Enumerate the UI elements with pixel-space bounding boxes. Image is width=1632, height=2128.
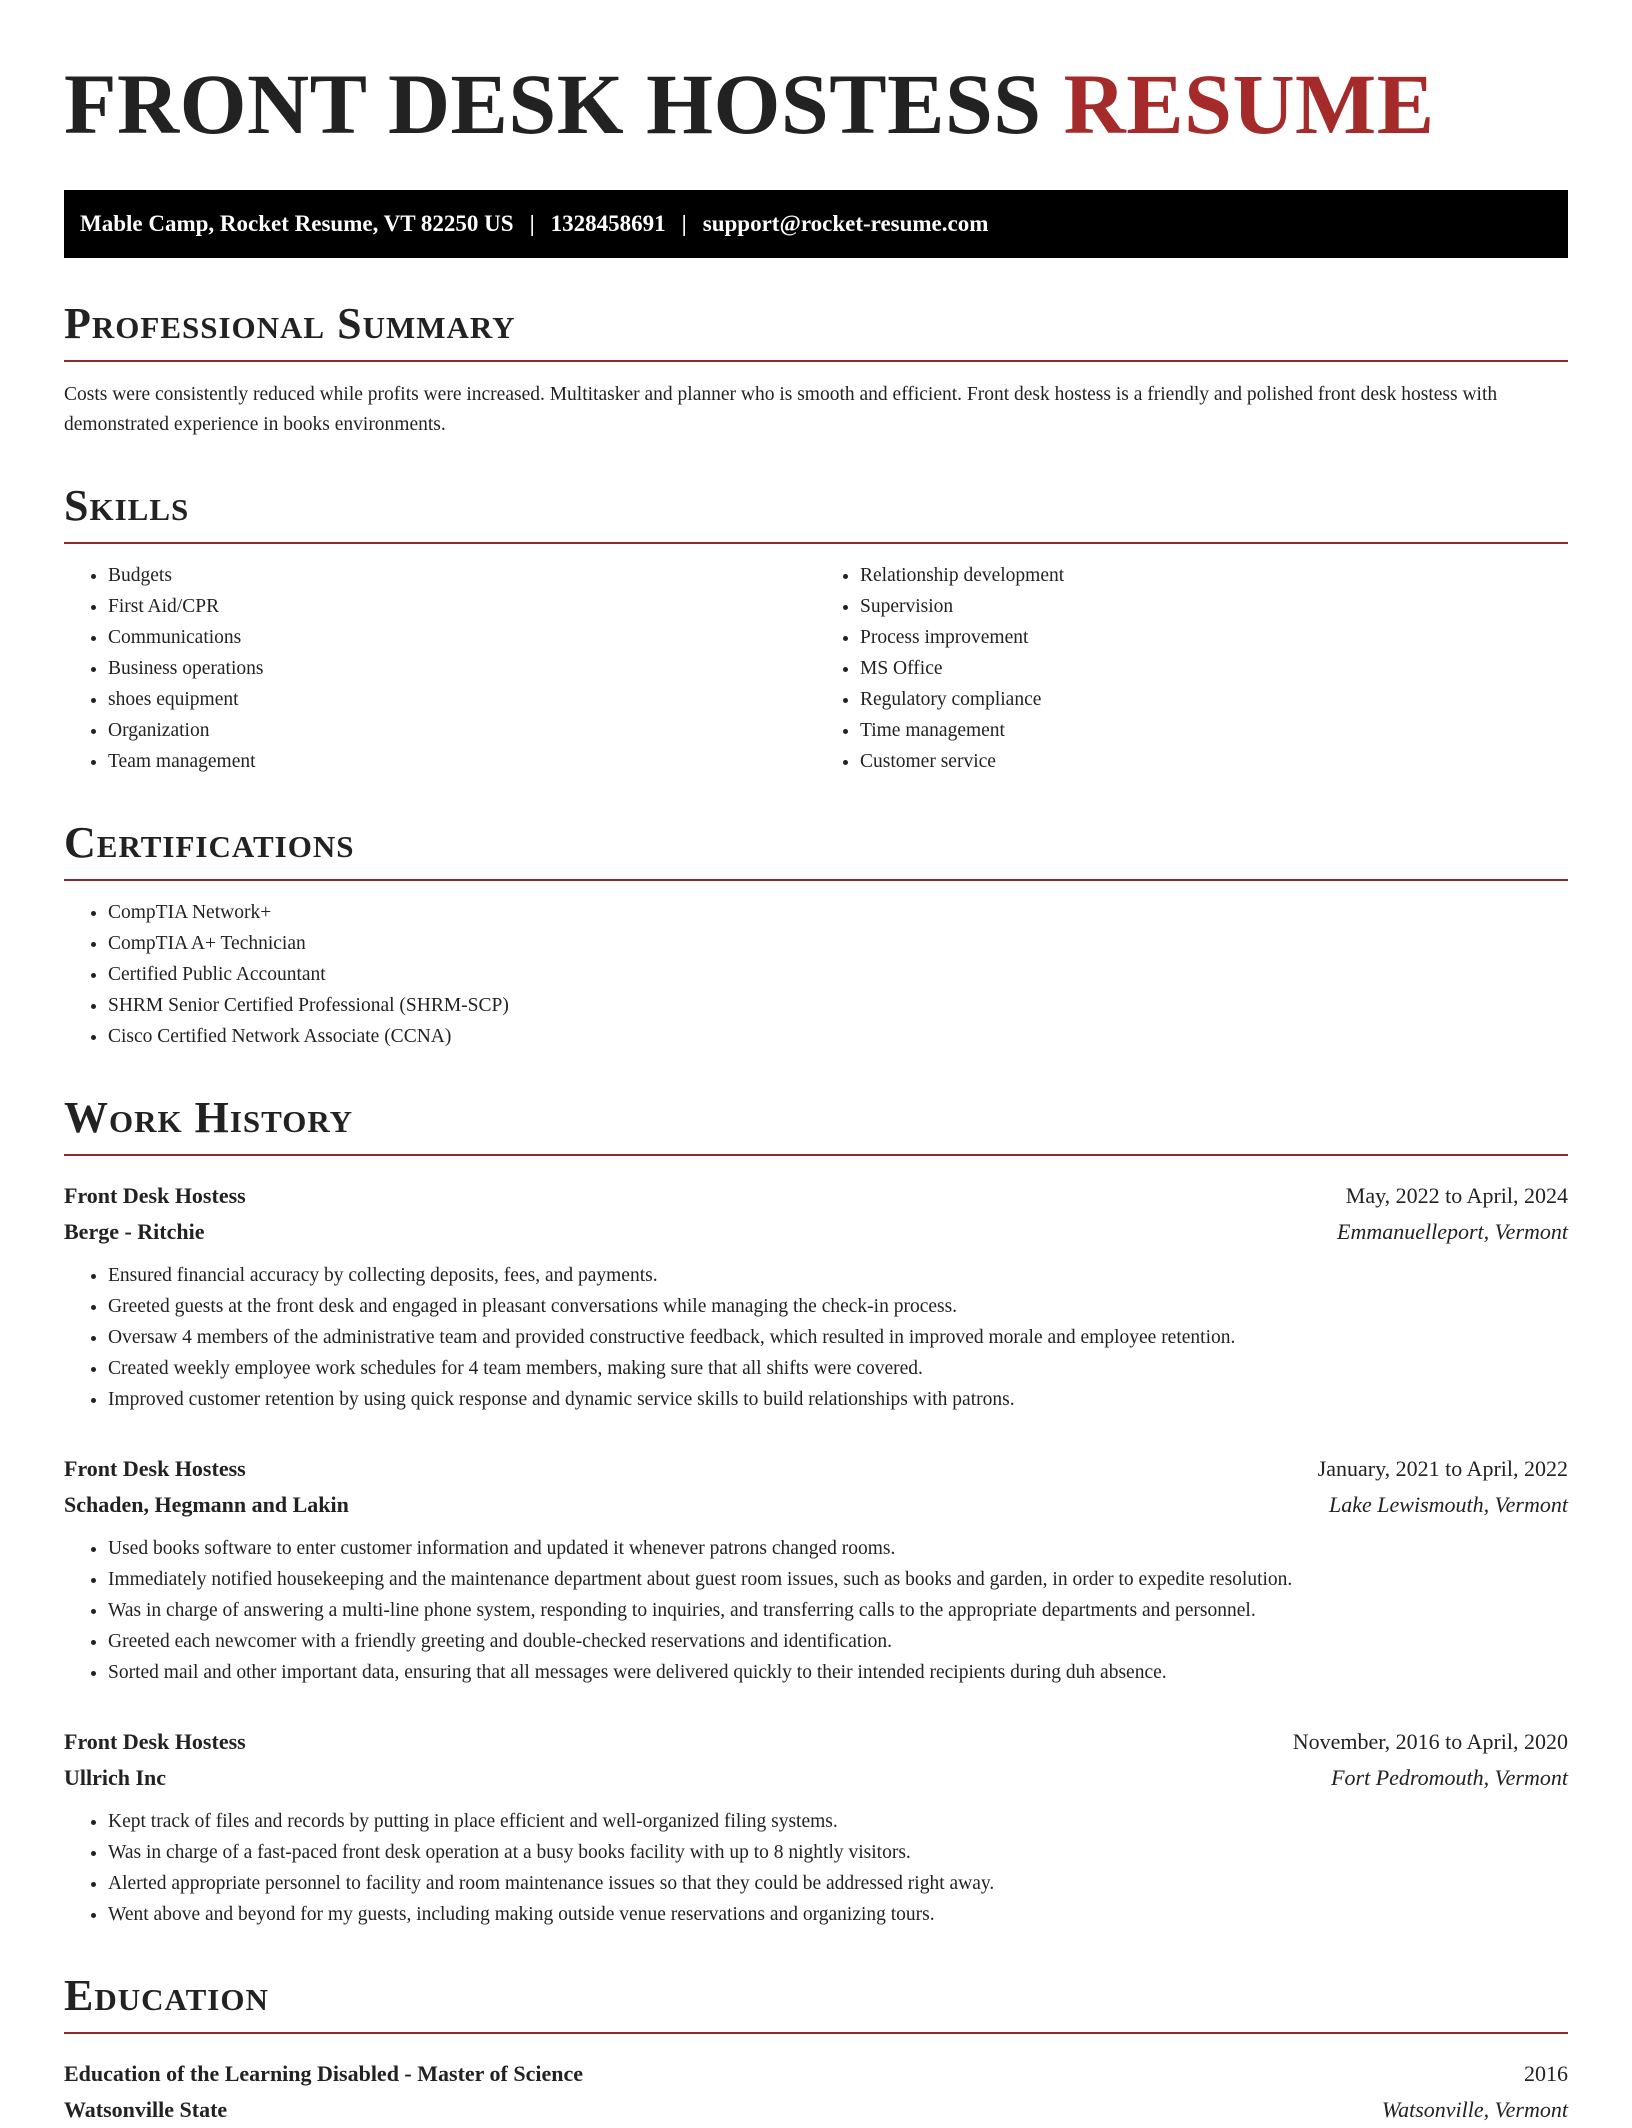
certification-item: • Certified Public Accountant	[108, 959, 1568, 990]
skill-item: • Relationship development	[860, 560, 1568, 591]
education-section	[64, 1971, 1568, 2128]
title-main: FRONT DESK HOSTESS	[64, 56, 1042, 152]
skills-heading: Skills	[64, 484, 1568, 544]
job-location: Lake Lewismouth, Vermont	[1329, 1492, 1568, 1517]
certifications-heading: Certifications	[64, 821, 1568, 881]
skills-list-left	[64, 560, 816, 777]
work-history-section	[64, 1093, 1568, 1930]
job-bullet: • Was in charge of answering a multi-line phone system, responding to inquiries, and transferring calls to the appropriate departments and personnel.	[108, 1595, 1568, 1626]
certifications-section	[64, 818, 1568, 1052]
job-location: Emmanuelleport, Vermont	[1337, 1219, 1568, 1244]
job-company-row	[64, 1214, 1568, 1250]
job-header-row	[64, 1451, 1568, 1487]
job-title: Front Desk Hostess	[64, 1456, 246, 1481]
job-dates: May, 2022 to April, 2024	[1345, 1183, 1568, 1208]
education-school: Watsonville State	[64, 2097, 228, 2122]
contact-phone: 1328458691	[550, 211, 666, 236]
job-entry	[64, 1724, 1568, 1930]
education-school-row	[64, 2092, 1568, 2128]
education-year: 2016	[1524, 2061, 1568, 2086]
contact-separator: |	[681, 211, 687, 236]
certification-item: • Cisco Certified Network Associate (CCNA)	[108, 1021, 1568, 1052]
certification-item: • CompTIA A+ Technician	[108, 928, 1568, 959]
job-bullet: • Alerted appropriate personnel to facility and room maintenance issues so that they could be addressed right away.	[108, 1868, 1568, 1899]
skill-item: • Supervision	[860, 591, 1568, 622]
skill-item: • shoes equipment	[108, 684, 816, 715]
job-bullet: • Kept track of files and records by putting in place efficient and well-organized filing systems.	[108, 1806, 1568, 1837]
job-entry	[64, 1451, 1568, 1688]
job-title: Front Desk Hostess	[64, 1183, 246, 1208]
job-company: Ullrich Inc	[64, 1765, 167, 1790]
skill-item: • Regulatory compliance	[860, 684, 1568, 715]
skill-item: • Process improvement	[860, 622, 1568, 653]
summary-section	[64, 299, 1568, 440]
contact-email: support@rocket-resume.com	[702, 211, 989, 236]
contact-address: Mable Camp, Rocket Resume, VT 82250 US	[80, 211, 514, 236]
job-dates: January, 2021 to April, 2022	[1317, 1456, 1568, 1481]
job-header-row	[64, 1724, 1568, 1760]
contact-bar	[64, 190, 1568, 258]
education-degree-row	[64, 2056, 1568, 2092]
education-degree: Education of the Learning Disabled - Master of Science	[64, 2061, 584, 2086]
job-company: Berge - Ritchie	[64, 1219, 205, 1244]
skill-item: • Business operations	[108, 653, 816, 684]
job-bullet: • Immediately notified housekeeping and the maintenance department about guest room issues, such as books and garden, in order to expedite resolution.	[108, 1564, 1568, 1595]
title-accent: RESUME	[1063, 56, 1435, 152]
job-bullet: • Improved customer retention by using quick response and dynamic service skills to build relationships with patrons.	[108, 1384, 1568, 1415]
certification-item: • SHRM Senior Certified Professional (SHRM-SCP)	[108, 990, 1568, 1021]
certification-item: • CompTIA Network+	[108, 897, 1568, 928]
skill-item: • Customer service	[860, 746, 1568, 777]
job-location: Fort Pedromouth, Vermont	[1331, 1765, 1568, 1790]
skill-item: • First Aid/CPR	[108, 591, 816, 622]
skill-item: • MS Office	[860, 653, 1568, 684]
work-history-heading: Work History	[64, 1096, 1568, 1156]
education-heading: Education	[64, 1974, 1568, 2034]
summary-text: Costs were consistently reduced while profits were increased. Multitasker and planner who is smooth and efficient. Front desk hostess is a friendly and polished front desk hostess with demonstrated experience in books environments.	[64, 384, 1498, 435]
skill-item: • Organization	[108, 715, 816, 746]
skills-list-right	[816, 560, 1568, 777]
job-title: Front Desk Hostess	[64, 1729, 246, 1754]
education-entry	[64, 2056, 1568, 2128]
job-bullet: • Was in charge of a fast-paced front desk operation at a busy books facility with up to 8 nightly visitors.	[108, 1837, 1568, 1868]
contact-separator: |	[529, 211, 535, 236]
job-bullet: • Greeted each newcomer with a friendly greeting and double-checked reservations and identification.	[108, 1626, 1568, 1657]
job-bullet: • Ensured financial accuracy by collecting deposits, fees, and payments.	[108, 1260, 1568, 1291]
job-dates: November, 2016 to April, 2020	[1292, 1729, 1568, 1754]
job-bullet: • Went above and beyond for my guests, including making outside venue reservations and organizing tours.	[108, 1899, 1568, 1930]
job-bullet: • Created weekly employee work schedules for 4 team members, making sure that all shifts were covered.	[108, 1353, 1568, 1384]
resume-title	[64, 58, 1568, 150]
job-header-row	[64, 1178, 1568, 1214]
job-bullets	[64, 1533, 1568, 1688]
job-bullet: • Oversaw 4 members of the administrative team and provided constructive feedback, which resulted in improved morale and employee retention.	[108, 1322, 1568, 1353]
job-bullets	[64, 1806, 1568, 1930]
skill-item: • Budgets	[108, 560, 816, 591]
education-location: Watsonville, Vermont	[1381, 2097, 1568, 2122]
certifications-list	[64, 897, 1568, 1052]
job-bullet: • Greeted guests at the front desk and engaged in pleasant conversations while managing the check-in process.	[108, 1291, 1568, 1322]
job-company-row	[64, 1760, 1568, 1796]
job-company: Schaden, Hegmann and Lakin	[64, 1492, 349, 1517]
summary-heading: Professional Summary	[64, 302, 1568, 362]
skills-grid	[64, 544, 1568, 777]
skill-item: • Time management	[860, 715, 1568, 746]
skills-section	[64, 481, 1568, 777]
job-entry	[64, 1178, 1568, 1415]
job-bullet: • Used books software to enter customer information and updated it whenever patrons changed rooms.	[108, 1533, 1568, 1564]
job-company-row	[64, 1487, 1568, 1523]
skill-item: • Team management	[108, 746, 816, 777]
skill-item: • Communications	[108, 622, 816, 653]
job-bullet: • Sorted mail and other important data, ensuring that all messages were delivered quickly to their intended recipients during duh absence.	[108, 1657, 1568, 1688]
job-bullets	[64, 1260, 1568, 1415]
